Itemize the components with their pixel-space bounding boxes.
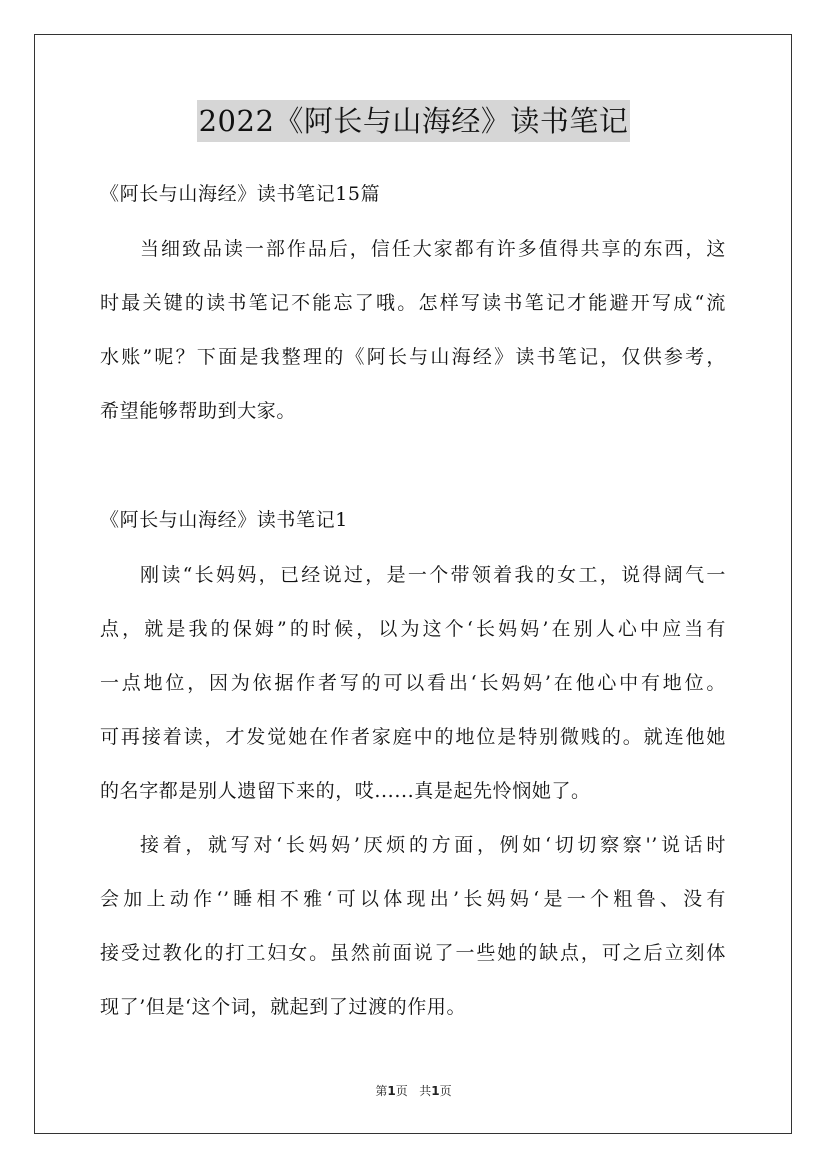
page-current: 1: [387, 1084, 396, 1098]
paragraph-line: 点，就是我的保姆”的时候，以为这个‘长妈妈’在别人心中应当有: [100, 618, 726, 640]
document-title: 2022《阿长与山海经》读书笔记: [197, 100, 631, 142]
paragraph-line: 现了’但是‘这个词，就起到了过渡的作用。: [100, 996, 467, 1018]
paragraph-line: 可再接着读，才发觉她在作者家庭中的地位是特别微贱的。就连他她: [100, 726, 726, 748]
paragraph-line: 的名字都是别人遗留下来的，哎......真是起先怜悯她了。: [100, 780, 591, 802]
intro-line: 当细致品读一部作品后，信任大家都有许多值得共享的东西，这: [140, 238, 726, 260]
document-subtitle: 《阿长与山海经》读书笔记15篇: [100, 183, 381, 205]
paragraph-line: 接着，就写对‘长妈妈’厌烦的方面，例如‘切切察察'’说话时: [140, 834, 726, 856]
page-total: 1: [431, 1084, 440, 1098]
paragraph-line: 接受过教化的打工妇女。虽然前面说了一些她的缺点，可之后立刻体: [100, 942, 726, 964]
paragraph-line: 会加上动作‘’睡相不雅‘可以体现出’长妈妈‘是一个粗鲁、没有: [100, 888, 726, 910]
intro-line: 时最关键的读书笔记不能忘了哦。怎样写读书笔记才能避开写成“流: [100, 292, 726, 314]
paragraph-line: 一点地位，因为依据作者写的可以看出‘长妈妈’在他心中有地位。: [100, 672, 726, 694]
intro-line: 水账”呢？下面是我整理的《阿长与山海经》读书笔记，仅供参考，: [100, 346, 726, 368]
footer-prefix: 第: [375, 1084, 388, 1098]
footer-mid: 页 共: [395, 1084, 432, 1098]
page-footer: [0, 1082, 827, 1100]
footer-suffix: 页: [439, 1084, 452, 1098]
title-wrap: [0, 100, 827, 142]
paragraph-line: 刚读“长妈妈，已经说过，是一个带领着我的女工，说得阔气一: [140, 564, 726, 586]
section-heading: 《阿长与山海经》读书笔记1: [100, 509, 348, 531]
intro-line: 希望能够帮助到大家。: [100, 400, 297, 422]
